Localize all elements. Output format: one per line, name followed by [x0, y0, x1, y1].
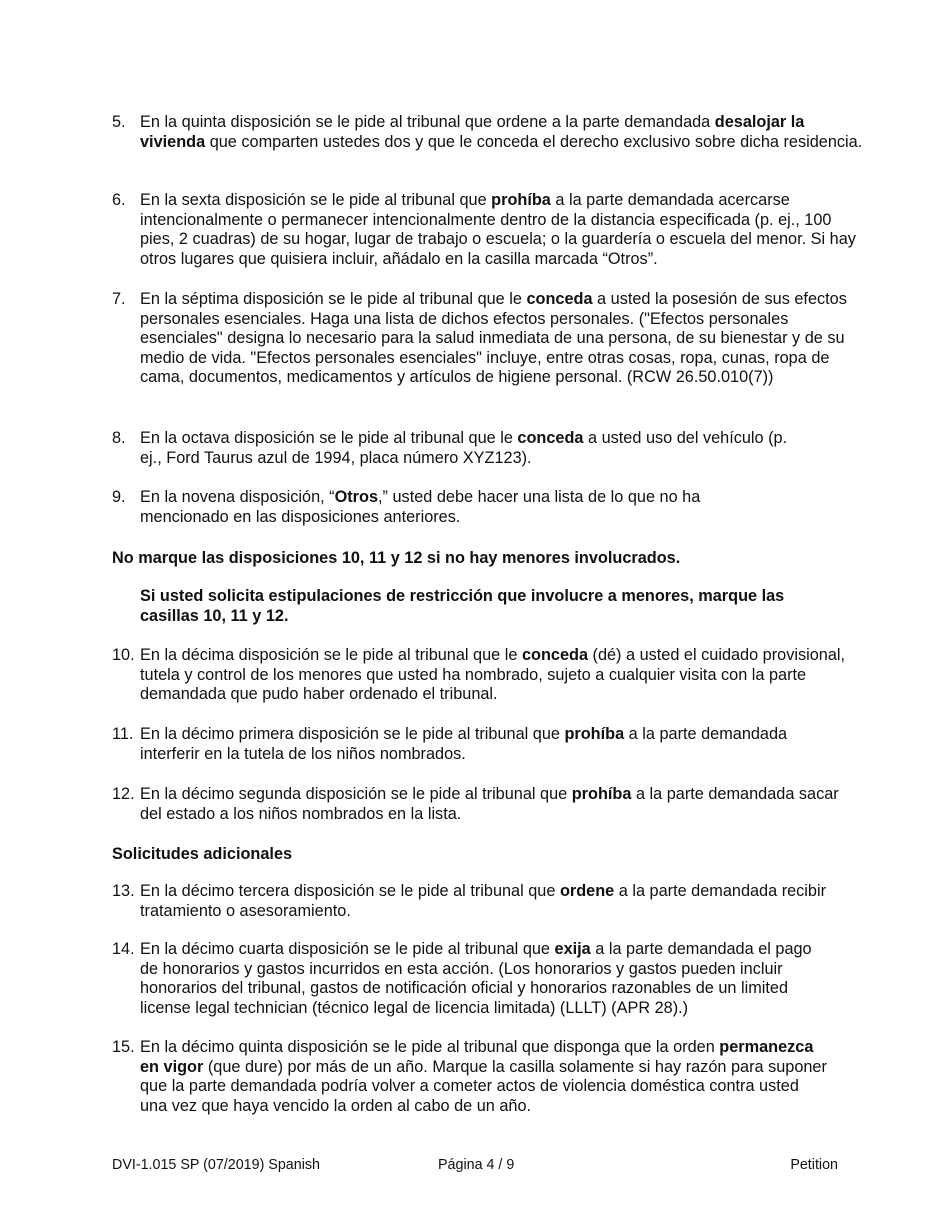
list-item-11: [112, 725, 872, 764]
item-number: 5.: [112, 113, 126, 131]
item-text: En la octava disposición se le pide al tribunal que le conceda a usted uso del vehículo (p. ej., Ford Taurus azul de 1994, placa número XYZ123).: [140, 429, 788, 467]
item-text: En la décimo primera disposición se le pide al tribunal que prohíba a la parte demandada interferir en la tutela de los niños nombrados.: [140, 725, 788, 763]
item-number: 11.: [112, 725, 134, 743]
item-text: En la décimo quinta disposición se le pide al tribunal que disponga que la orden permanezca en vigor (que dure) por más de un año. Marque la casilla solamente si hay razón para suponer que la parte demandada podría volver a cometer actos de violencia doméstica contra usted una vez que haya vencido la orden al cabo de un año.: [140, 1038, 827, 1115]
list-item-9: [112, 488, 872, 527]
item-text: En la décimo tercera disposición se le pide al tribunal que ordene a la parte demandada recibir tratamiento o asesoramiento.: [140, 882, 827, 920]
list-item-6: [112, 191, 872, 269]
footer-form-id: DVI-1.015 SP (07/2019) Spanish: [112, 1157, 320, 1173]
item-text: En la décimo segunda disposición se le pide al tribunal que prohíba a la parte demandada sacar del estado a los niños nombrados en la lista.: [140, 785, 839, 823]
item-text: En la quinta disposición se le pide al tribunal que ordene a la parte demandada desalojar la vivienda que comparten ustedes dos y que le conceda el derecho exclusivo sobre dicha residencia.: [140, 113, 863, 151]
minors-instruction: Si usted solicita estipulaciones de restricción que involucre a menores, marque las casillas 10, 11 y 12.: [140, 587, 785, 625]
item-number: 10.: [112, 646, 135, 664]
item-number: 12.: [112, 785, 135, 803]
item-text: En la séptima disposición se le pide al tribunal que le conceda a usted la posesión de sus efectos personales esenciales. Haga una lista de dichos efectos personales. ("Efectos personales esenciales" designa lo necesario para la salud inmediata de una persona, de su bienestar y de su medio de vida. "Efectos personales esenciales" incluye, entre otras cosas, ropa, cunas, ropa de cama, documentos, medicamentos y artículos de higiene personal. (RCW 26.50.010(7)): [140, 290, 847, 387]
list-item-14: [112, 940, 872, 1018]
item-number: 9.: [112, 488, 126, 506]
item-number: 6.: [112, 191, 126, 209]
item-number: 8.: [112, 429, 126, 447]
item-number: 14.: [112, 940, 135, 958]
minors-warning: No marque las disposiciones 10, 11 y 12 si no hay menores involucrados.: [112, 549, 681, 567]
item-number: 7.: [112, 290, 126, 308]
list-item-5: [112, 113, 872, 152]
list-item-10: [112, 646, 872, 705]
list-item-12: [112, 785, 872, 824]
list-item-15: [112, 1038, 872, 1116]
section-heading-additional: Solicitudes adicionales: [112, 845, 293, 863]
footer-page-number: Página 4 / 9: [438, 1157, 515, 1173]
list-item-13: [112, 882, 882, 921]
item-text: En la sexta disposición se le pide al tribunal que prohíba a la parte demandada acercarse intencionalmente o permanecer intencionalmente dentro de la distancia especificada (p. ej., 100 pies, 2 cuadras) de su hogar, lugar de trabajo o escuela; o la guardería o escuela del menor. Si hay otros lugares que quisiera incluir, añádalo en la casilla marcada “Otros”.: [140, 191, 856, 268]
footer-doc-type: Petition: [790, 1157, 838, 1173]
list-item-7: [112, 290, 872, 388]
item-text: En la novena disposición, “Otros,” usted debe hacer una lista de lo que no ha mencionado en las disposiciones anteriores.: [140, 488, 701, 526]
item-text: En la décimo cuarta disposición se le pide al tribunal que exija a la parte demandada el pago de honorarios y gastos incurridos en esta acción. (Los honorarios y gastos pueden incluir honorarios del tribunal, gastos de notificación oficial y honorarios razonables de un limited license legal technician (técnico legal de licencia limitada) (LLLT) (APR 28).): [140, 940, 812, 1017]
item-number: 15.: [112, 1038, 135, 1056]
item-text: En la décima disposición se le pide al tribunal que le conceda (dé) a usted el cuidado provisional, tutela y control de los menores que usted ha nombrado, sujeto a cualquier visita con la parte demandada que pudo haber ordenado el tribunal.: [140, 646, 846, 704]
item-number: 13.: [112, 882, 135, 900]
list-item-8: [112, 429, 872, 468]
